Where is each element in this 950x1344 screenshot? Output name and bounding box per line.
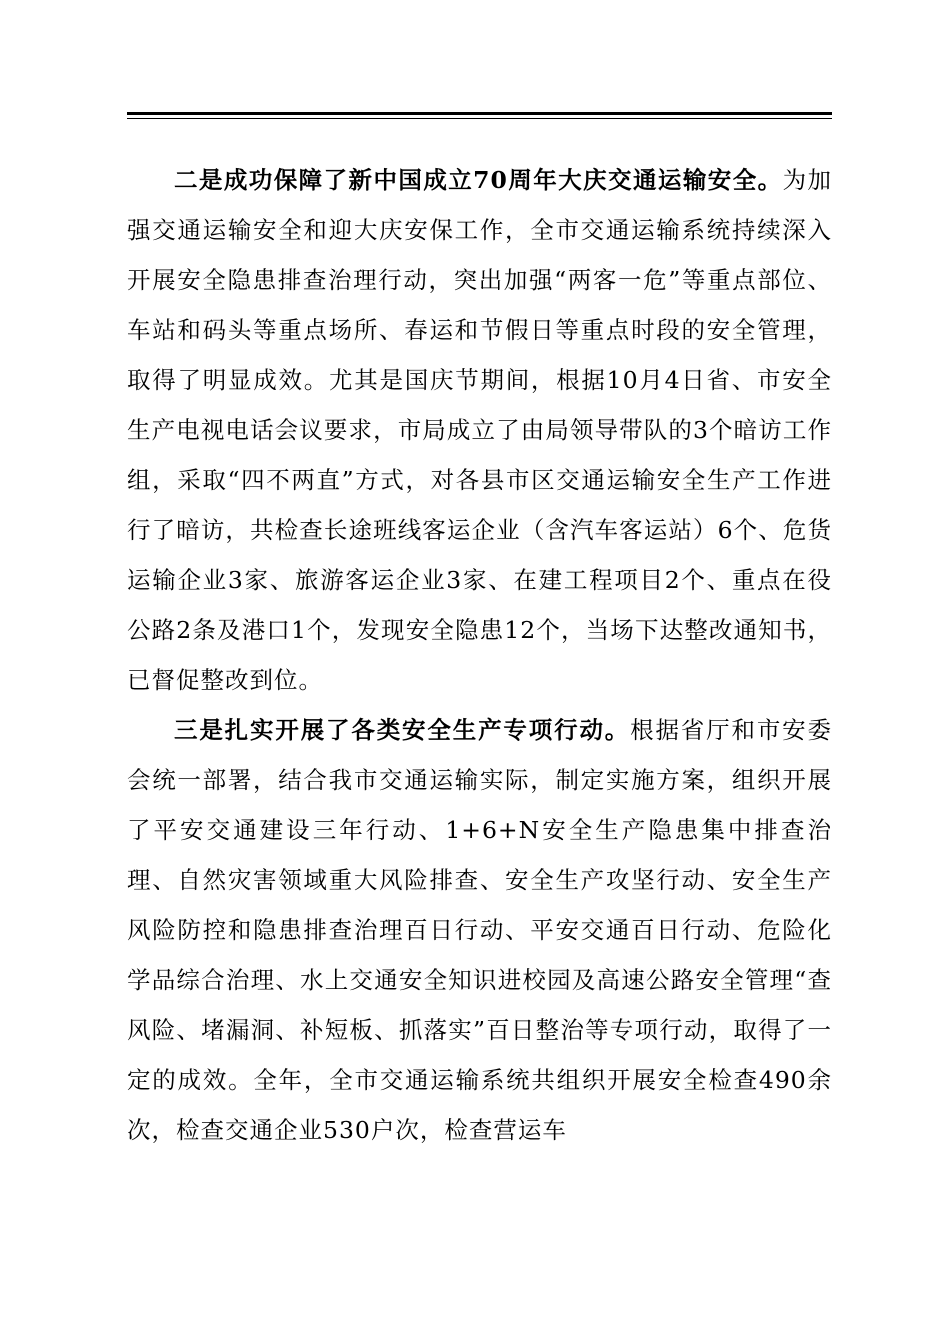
header-rule-thick <box>127 112 832 115</box>
document-body <box>127 155 832 1155</box>
paragraph-body: 为加强交通运输安全和迎大庆安保工作，全市交通运输系统持续深入开展安全隐患排查治理行动，突出加强“两客一危”等重点部位、车站和码头等重点场所、春运和节假日等重点时段的安全管理，取得了明显成效。尤其是国庆节期间，根据10月4日省、市安全生产电视电话会议要求，市局成立了由局领导带队的3个暗访工作组，采取“四不两直”方式，对各县市区交通运输安全生产工作进行了暗访，共检查长途班线客运企业（含汽车客运站）6个、危货运输企业3家、旅游客运企业3家、在建工程项目2个、重点在役公路2条及港口1个，发现安全隐患12个，当场下达整改通知书，已督促整改到位。 <box>127 166 833 694</box>
paragraph-special-safety-campaigns <box>127 705 832 1155</box>
paragraph-lead: 二是成功保障了新中国成立70周年大庆交通运输安全。 <box>174 166 783 194</box>
paragraph-lead: 三是扎实开展了各类安全生产专项行动。 <box>174 716 631 744</box>
header-rule-thin <box>127 118 832 119</box>
paragraph-traffic-safety-anniversary <box>127 155 832 705</box>
paragraph-body: 根据省厅和市安委会统一部署，结合我市交通运输实际，制定实施方案，组织开展了平安交通建设三年行动、1+6+N安全生产隐患集中排查治理、自然灾害领域重大风险排查、安全生产攻坚行动、安全生产风险防控和隐患排查治理百日行动、平安交通百日行动、危险化学品综合治理、水上交通安全知识进校园及高速公路安全管理“查风险、堵漏洞、补短板、抓落实”百日整治等专项行动，取得了一定的成效。全年，全市交通运输系统共组织开展安全检查490余次，检查交通企业530户次，检查营运车 <box>127 716 833 1144</box>
